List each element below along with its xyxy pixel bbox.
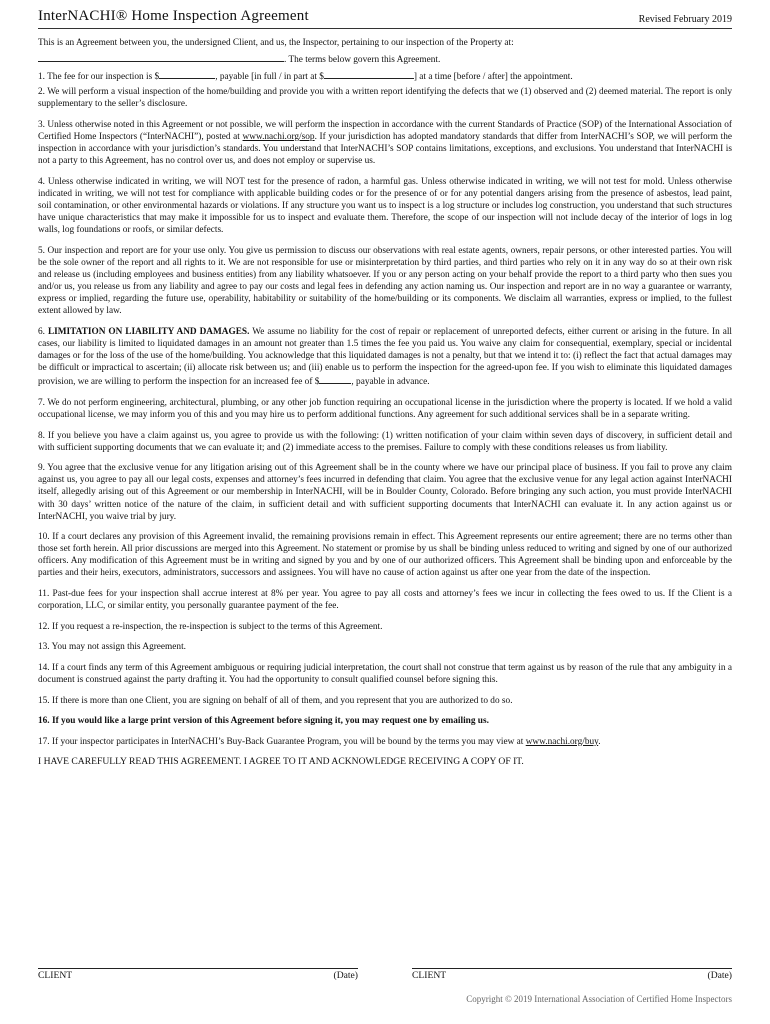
clause-3-text-a: 3. Unless otherwise noted in this Agreement or not possible, we will perform the inspection in accordance with the current Standards of Practice (SOP) of the International Association of Certified Home Inspectors (“InterNACHI”), posted at (38, 119, 732, 143)
buyback-link[interactable]: www.nachi.org/buy (525, 736, 599, 747)
clause-14: 14. If a court finds any term of this Agreement ambiguous or requiring judicial interpretation, the court shall not construe that term against us by reason of the rule that any ambiguity in a document is construed against the party drafting it. You had the opportunity to consult qualified counsel before signing this. (38, 662, 732, 686)
clause-1-text-c: ] at a time [before / after] the appointment. (413, 72, 573, 83)
clause-6 (38, 326, 732, 388)
agreement-page (38, 8, 732, 767)
clause-1-text-b: , payable [in full / in part at $ (215, 72, 324, 83)
date-label: (Date) (333, 970, 358, 981)
clause-6-text-a: We assume no liability for the cost of repair or replacement of unreported defects, either current or arising in the future. In all cases, our liability is limited to liquidated damages in an amount not greater than 1.5 times the fee you paid us. You waive any claim for consequential, exemplary, special or incidental damages or for the loss of the use of the home/building. You acknowledge that this liquidated damages is not a penalty, but that we intend it to: (i) reflect the fact that actual damages may be difficult or impractical to ascertain; (ii) allocate risk between us; and (iii) enable us to perform the inspection for the agreed-upon fee. If you wish to eliminate this liquidated damages provision, we are willing to perform the inspection for an increased fee of $ (38, 326, 733, 388)
clause-17-text-a: 17. If your inspector participates in InterNACHI’s Buy-Back Guarantee Program, you will be bound by the terms you may view at (38, 736, 526, 747)
clause-6-number: 6. (38, 326, 48, 337)
clause-1 (38, 69, 732, 83)
clause-4: 4. Unless otherwise indicated in writing, we will NOT test for the presence of radon, a harmful gas. Unless otherwise indicated in writing, we will not test for mold. Unless otherwise indicated in writing, we will not test for compliance with applicable building codes or for the presence of or for any potential dangers arising from the presence of asbestos, lead paint, soil contamination, or other environmental hazards or violations. If any structure you want us to inspect is a log structure or includes log construction, you understand that such structures have unique characteristics that may make it impossible for us to inspect and evaluate them. Therefore, the scope of our inspection will not include decay of the interior of logs in log walls, log foundations or roofs, or similar defects. (38, 176, 732, 236)
client-label: CLIENT (412, 970, 447, 981)
clause-17-text-b: . (598, 736, 601, 747)
date-label: (Date) (707, 970, 732, 981)
clause-8: 8. If you believe you have a claim against us, you agree to provide us with the following: (1) written notification of your claim within seven days of discovery, in sufficient detail and with sufficient supporting documents that we can evaluate it; and (2) immediate access to the premises. Failure to comply with these conditions releases us from liability. (38, 430, 732, 453)
acknowledgement: I HAVE CAREFULLY READ THIS AGREEMENT. I AGREE TO IT AND ACKNOWLEDGE RECEIVING A COPY OF IT. (38, 756, 524, 768)
clause-1-text-a: 1. The fee for our inspection is $ (38, 72, 160, 83)
clause-15: 15. If there is more than one Client, you are signing on behalf of all of them, and you represent that you are authorized to do so. (38, 695, 513, 706)
clause-7: 7. We do not perform engineering, architectural, plumbing, or any other job function requiring an occupational license in the jurisdiction where the property is located. If we hold a valid occupational license, we may inform you of this and you may hire us to perform additional functions. Any agreement for such additional services shall be in a separate writing. (38, 397, 732, 420)
copyright-notice: Copyright © 2019 International Association of Certified Home Inspectors (466, 994, 732, 1004)
client-signature-line-1[interactable] (38, 968, 358, 981)
clause-6-text-b: , payable in advance. (351, 377, 430, 388)
clause-10: 10. If a court declares any provision of this Agreement invalid, the remaining provisions remain in effect. This Agreement represents our entire agreement; there are no terms other than those set forth herein. All prior discussions are merged into this Agreement. No statement or promise by us shall be binding unless reduced to writing and signed by one of our authorized officers. Any modification of this Agreement must be in writing and signed by you and by one of our authorized officers. This Agreement shall be binding upon and enforceable by the parties and their heirs, executors, administrators, successors and assignees. You will have no cause of action against us after one year from the date of the inspection. (38, 532, 732, 579)
clause-16: 16. If you would like a large print version of this Agreement before signing it, you may request one by emailing us. (38, 716, 489, 727)
clause-6-heading: LIMITATION ON LIABILITY AND DAMAGES. (47, 326, 250, 337)
document-header (38, 8, 732, 29)
clause-11: 11. Past-due fees for your inspection shall accrue interest at 8% per year. You agree to pay all costs and attorney’s fees we incur in collecting the fees owed to us. If the Client is a corporation, LLC, or similar entity, you personally guarantee payment of the fee. (38, 589, 732, 612)
clause-9: 9. You agree that the exclusive venue for any litigation arising out of this Agreement shall be in the county where we have our principal place of business. If you fail to prove any claim against us, you agree to pay all our legal costs, expenses and attorney’s fees incurred in defending that claim. You agree that the exclusive venue for any legal action against InterNACHI itself, allegedly arising out of this Agreement or our membership in InterNACHI, will be in Boulder County, Colorado. Before bringing any such action, you must provide InterNACHI with 30 days’ written notice of the nature of the claim, in sufficient detail and with sufficient supporting documents that InterNACHI can evaluate it. In any action against us or InterNACHI, you waive trial by jury. (38, 463, 732, 522)
intro-line: This is an Agreement between you, the undersigned Client, and us, the Inspector, pertaining to our inspection of the Property at: (38, 38, 514, 48)
clause-13: 13. You may not assign this Agreement. (38, 642, 186, 653)
document-title: InterNACHI® Home Inspection Agreement (38, 8, 309, 24)
revision-date: Revised February 2019 (638, 14, 732, 25)
increased-fee-blank[interactable] (319, 374, 351, 384)
sop-link[interactable]: www.nachi.org/sop (242, 132, 315, 143)
fee-blank[interactable] (159, 69, 215, 79)
signature-row (38, 968, 732, 981)
clause-12: 12. If you request a re-inspection, the re-inspection is subject to the terms of this Agreement. (38, 621, 383, 632)
partial-payment-blank[interactable] (324, 69, 414, 79)
client-signature-line-2[interactable] (412, 968, 732, 981)
clause-3-text-b: . If your jurisdiction has adopted mandatory standards that differ from InterNACHI’s SOP, we will perform the inspection in accordance with your jurisdiction’s standards. You understand that InterNACHI’s SOP contains limitations, exceptions, and exclusions. You understand that InterNACHI is not a party to this Agreement, has no control over us, and does not employ or supervise us. (38, 132, 732, 167)
clause-2: 2. We will perform a visual inspection of the home/building and provide you with a written report identifying the defects that we (1) observed and (2) deemed material. The report is only supplementary to the seller’s disclosure. (38, 87, 732, 110)
property-address-blank[interactable] (38, 52, 284, 62)
clause-3 (38, 119, 732, 167)
property-address-line (38, 52, 732, 66)
clause-17 (38, 736, 732, 748)
intro-terms-text: . The terms below govern this Agreement. (284, 55, 441, 66)
clause-5: 5. Our inspection and report are for your use only. You give us permission to discuss our observations with real estate agents, owners, repair persons, or other interested parties. You will be the sole owner of the report and all rights to it. We are not responsible for use or misinterpretation by third parties, and third parties who rely on it in any way do so at their own risk and release us (including employees and business entities) from any liability whatsoever. If you or any person acting on your behalf provide the report to a third party who then sues you and/or us, you release us from any liability and agree to pay our costs and legal fees in defending any action naming us. Our inspection and report are in no way a guarantee or warranty, express or implied, regarding the future use, operability, habitability or suitability of the home/building or its components. We disclaim all warranties, express or implied, to the fullest extent allowed by law. (38, 245, 732, 317)
client-label: CLIENT (38, 970, 73, 981)
